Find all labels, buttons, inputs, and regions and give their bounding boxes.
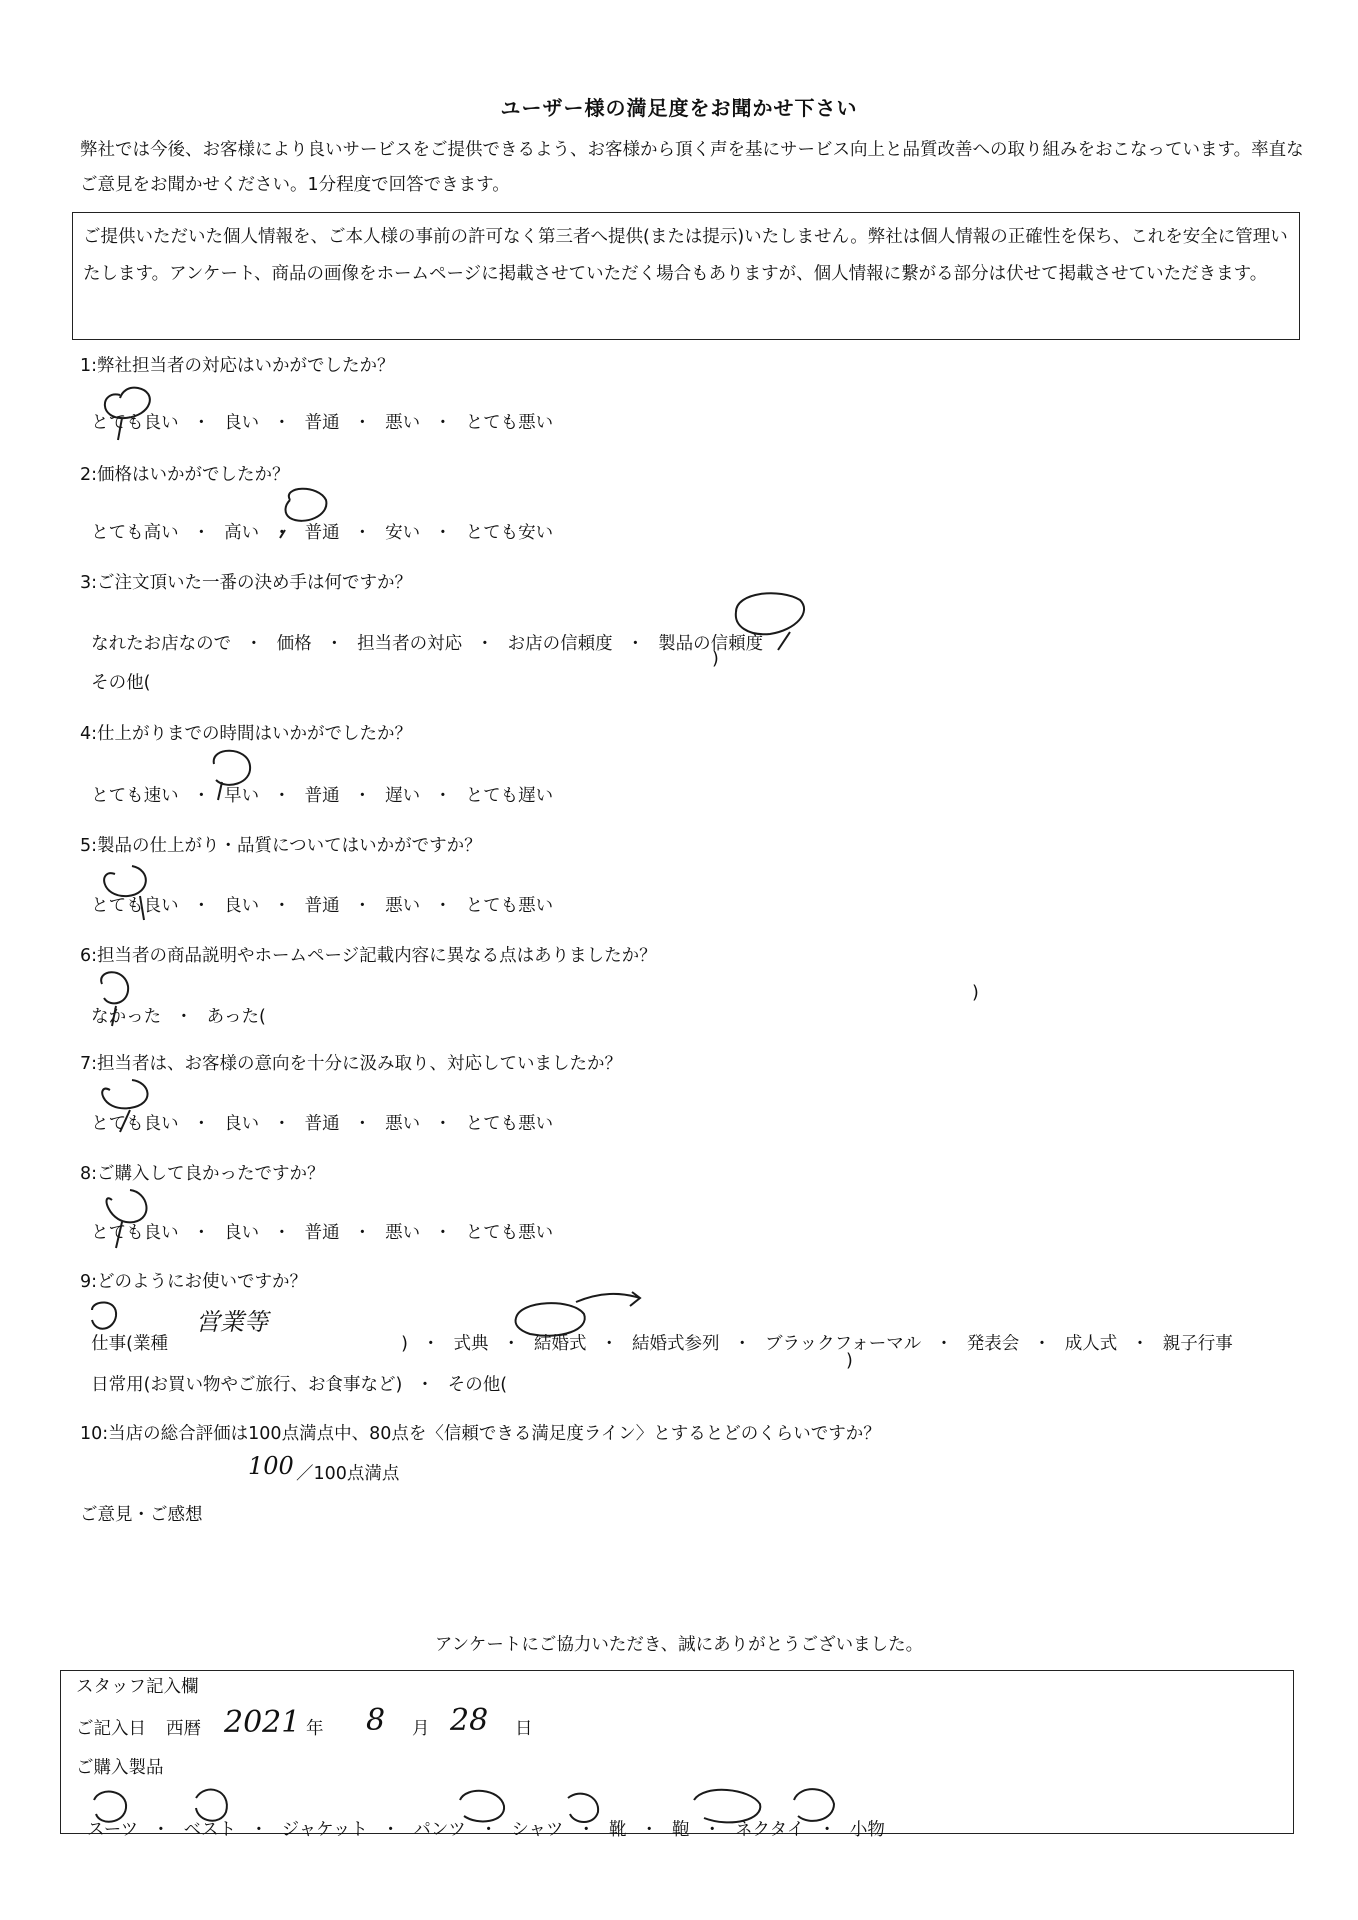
question-4: 4:仕上がりまでの時間はいかがでしたか？	[80, 724, 413, 744]
question-10: 10:当店の総合評価は100点満点中、80点を〈信頼できる満足度ライン〉とするとどのくらいですか？	[80, 1424, 881, 1444]
product-option[interactable]: スーツ	[87, 1820, 139, 1840]
option[interactable]: 悪い	[385, 1223, 421, 1243]
arrow-q9	[576, 1292, 640, 1306]
option[interactable]: 親子行事	[1162, 1334, 1233, 1354]
staff-heading: スタッフ記入欄	[76, 1677, 199, 1697]
question-2: 2:価格はいかがでしたか？	[80, 465, 290, 485]
question-3: 3:ご注文頂いた一番の決め手は何ですか？	[80, 573, 413, 593]
question-2-options: とても高い ・ 高い ・ 普通 ・ 安い ・ とても安い	[91, 523, 554, 543]
question-3-options: なれたお店なので ・ 価格 ・ 担当者の対応 ・ お店の信頼度 ・ 製品の信頼度	[91, 634, 764, 654]
handwritten-day: 28	[450, 1703, 489, 1738]
question-6-options: なかった ・ あった(	[91, 1007, 266, 1027]
question-1-options: とても良い ・ 良い ・ 普通 ・ 悪い ・ とても悪い	[91, 413, 554, 433]
product-option[interactable]: ジャケット	[281, 1820, 368, 1840]
question-3-other-close: )	[712, 649, 719, 669]
option[interactable]: 普通	[304, 523, 340, 543]
option[interactable]: 式典	[453, 1334, 489, 1354]
question-5: 5:製品の仕上がり・品質についてはいかがですか？	[80, 836, 482, 856]
handwritten-year: 2021	[224, 1705, 301, 1740]
option[interactable]: 良い	[224, 413, 260, 433]
thanks-message: アンケートにご協力いただき、誠にありがとうございました。	[434, 1635, 924, 1655]
question-4-options: とても速い ・ 早い ・ 普通 ・ 遅い ・ とても遅い	[91, 786, 554, 806]
option[interactable]: とても悪い	[465, 1223, 554, 1243]
option[interactable]: なかった	[91, 1007, 162, 1027]
option[interactable]: 悪い	[385, 413, 421, 433]
option[interactable]: 結婚式	[533, 1334, 587, 1354]
option[interactable]: とても高い	[91, 523, 179, 543]
option[interactable]: とても速い	[91, 786, 179, 806]
option[interactable]: 普通	[304, 1114, 340, 1134]
option[interactable]: 遅い	[385, 786, 421, 806]
question-9-daily: 日常用(お買い物やご旅行、お食事など) ・ その他(	[91, 1375, 508, 1395]
question-1: 1:弊社担当者の対応はいかがでしたか？	[80, 356, 395, 376]
option[interactable]: とても悪い	[465, 896, 554, 916]
option[interactable]: とても悪い	[465, 1114, 554, 1134]
era-label: 西暦	[166, 1719, 201, 1739]
product-option[interactable]: シャツ	[511, 1820, 564, 1840]
option[interactable]: 良い	[224, 1114, 260, 1134]
option[interactable]: 普通	[304, 896, 340, 916]
work-close: )	[401, 1334, 408, 1354]
option[interactable]: 製品の信頼度	[658, 634, 764, 654]
work-open[interactable]: 仕事(業種	[91, 1334, 168, 1354]
question-6: 6:担当者の商品説明やホームページ記載内容に異なる点はありましたか？	[80, 946, 657, 966]
option[interactable]: 結婚式参列	[631, 1334, 720, 1354]
question-9-other-close: )	[846, 1351, 853, 1371]
option[interactable]: 早い	[224, 786, 260, 806]
option[interactable]: 安い	[385, 523, 421, 543]
comments-label: ご意見・ご感想	[80, 1505, 203, 1525]
privacy-notice: ご提供いただいた個人情報を、ご本人様の事前の許可なく第三者へ提供(または提示)いたしません。弊社は個人情報の正確性を保ち、これを安全に管理いたします。アンケート、商品の画像をホームページに掲載させていただく場合もありますが、個人情報に繋がる部分は伏せて掲載させていただきます。	[72, 212, 1300, 340]
option[interactable]: とても良い	[91, 1223, 179, 1243]
other-open: その他(	[91, 673, 151, 693]
question-3-other	[80, 649, 150, 694]
option[interactable]: とても良い	[91, 1114, 179, 1134]
question-8-options: とても良い ・ 良い ・ 普通 ・ 悪い ・ とても悪い	[91, 1223, 554, 1243]
question-7-options: とても良い ・ 良い ・ 普通 ・ 悪い ・ とても悪い	[91, 1114, 554, 1134]
score-suffix: ／100点満点	[296, 1464, 400, 1484]
product-option[interactable]: パンツ	[413, 1820, 466, 1840]
question-7: 7:担当者は、お客様の意向を十分に汲み取り、対応していましたか？	[80, 1054, 623, 1074]
option[interactable]: 担当者の対応	[357, 634, 463, 654]
product-option[interactable]: 小物	[849, 1820, 885, 1840]
option[interactable]: とても安い	[465, 523, 554, 543]
date-label: ご記入日	[76, 1719, 146, 1739]
option[interactable]: ブラックフォーマル	[764, 1334, 922, 1354]
option[interactable]: 成人式	[1064, 1334, 1118, 1354]
option[interactable]: お店の信頼度	[507, 634, 613, 654]
option[interactable]: 発表会	[966, 1334, 1020, 1354]
question-5-options: とても良い ・ 良い ・ 普通 ・ 悪い ・ とても悪い	[91, 896, 554, 916]
option[interactable]: 高い	[224, 523, 260, 543]
option[interactable]: 悪い	[385, 1114, 421, 1134]
products-list: スーツ ・ ベスト ・ ジャケット ・ パンツ ・ シャツ ・ 靴 ・ 鞄 ・ ネクタイ ・ 小物	[87, 1820, 885, 1840]
product-option[interactable]: ネクタイ	[735, 1820, 805, 1840]
option[interactable]: 普通	[304, 786, 340, 806]
option[interactable]: 悪い	[385, 896, 421, 916]
question-9-options: ) ・ 式典 ・ 結婚式 ・ 結婚式参列 ・ ブラックフォーマル ・ 発表会 ・ 成人式 ・ 親子行事	[401, 1334, 1233, 1354]
product-option[interactable]: ベスト	[183, 1820, 237, 1840]
option[interactable]: 良い	[224, 896, 260, 916]
handwritten-score: 100	[248, 1452, 294, 1480]
question-9-work	[80, 1310, 168, 1355]
handwritten-industry: 営業等	[196, 1308, 268, 1336]
option[interactable]: 日常用(お買い物やご旅行、お食事など)	[91, 1375, 403, 1395]
option[interactable]: とても良い	[91, 896, 179, 916]
day-unit: 日	[515, 1719, 533, 1739]
option[interactable]: あった(	[206, 1007, 266, 1027]
option[interactable]: とても悪い	[465, 413, 554, 433]
product-option[interactable]: 鞄	[672, 1820, 690, 1840]
option[interactable]: とても良い	[91, 413, 179, 433]
intro-text: 弊社では今後、お客様により良いサービスをご提供できるよう、お客様から頂く声を基にサービス向上と品質改善への取り組みをおこなっています。率直なご意見をお聞かせください。1分程度で回答できます。	[80, 140, 1304, 195]
product-option[interactable]: 靴	[609, 1820, 627, 1840]
other-open[interactable]: その他(	[447, 1375, 508, 1395]
option[interactable]: なれたお店なので	[91, 634, 232, 654]
option[interactable]: 良い	[224, 1223, 260, 1243]
handwritten-month: 8	[366, 1703, 386, 1738]
products-label: ご購入製品	[76, 1758, 164, 1778]
option[interactable]: 普通	[304, 413, 340, 433]
month-unit: 月	[412, 1719, 430, 1739]
question-6-close: )	[972, 983, 979, 1003]
year-unit: 年	[306, 1719, 324, 1739]
question-8: 8:ご購入して良かったですか？	[80, 1164, 325, 1184]
option[interactable]: 価格	[276, 634, 312, 654]
option[interactable]: 普通	[304, 1223, 340, 1243]
question-9: 9:どのようにお使いですか？	[80, 1272, 308, 1292]
option[interactable]: とても遅い	[465, 786, 554, 806]
survey-title: ユーザー様の満足度をお聞かせ下さい	[500, 96, 858, 120]
